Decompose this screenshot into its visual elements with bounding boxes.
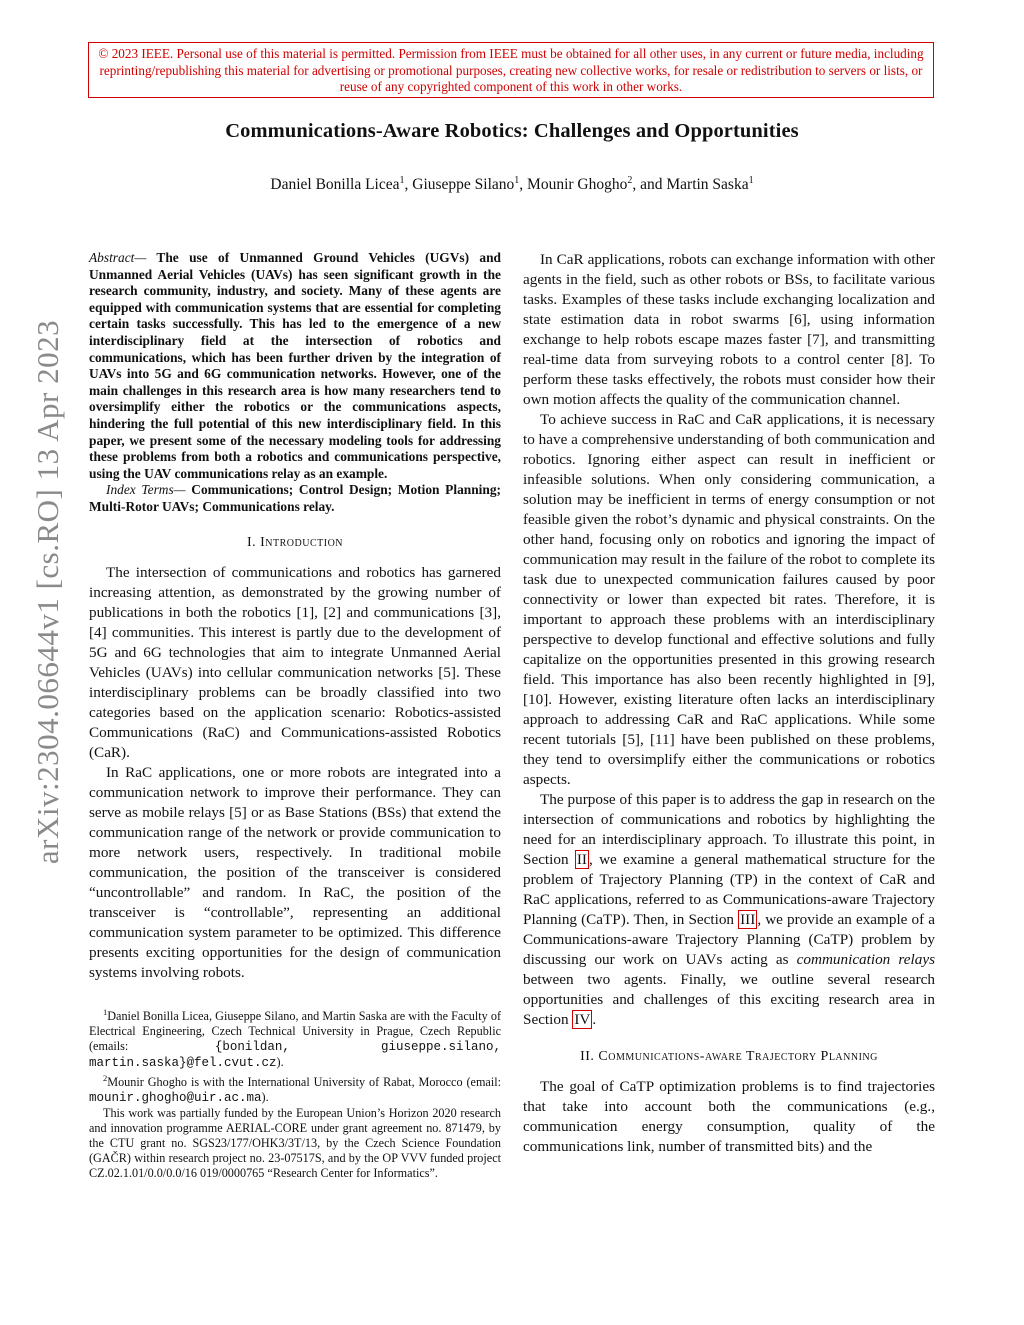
- footnote-1: [89, 1005, 501, 1071]
- footnote-text: ).: [276, 1054, 284, 1069]
- footnote-mark: 1: [103, 1006, 108, 1017]
- paragraph: In CaR applications, robots can exchange information with other agents in the field, such as other robots or BSs, to facilitate various tasks. Examples of these tasks include exchanging localization and state estimation data in robot swarms [6], using information exchange to help robots escape mazes faster [7], and transmitting real-time data from surveying robots to a control center [8]. To perform these tasks effectively, the robots must consider how their own motion affects the quality of the communication channel.: [523, 251, 935, 408]
- paragraph: To achieve success in RaC and CaR applications, it is necessary to have a comprehensive understanding of both communication and robotics. Ignoring either aspect can result in inefficient or infeasible solutions. When only considering communication, a solution may be inefficient in terms of energy consumption or not feasible given the robot’s dynamic and physical constraints. On the other hand, focusing only on robotics and ignoring the impact of communication may result in the failure of the robot to complete its task due to unexpected communication failures caused by poor connectivity or lower than expected bit rates. Therefore, it is important to approach these problems with an interdisciplinary perspective to develop functional and effective solutions and fully capitalize on the opportunities presented in this growing research field. This importance has also been recently highlighted in [9], [10]. However, existing literature often lacks an interdisciplinary approach to addressing CaR and RaC applications. While some recent tutorials [5], [11] have been published on these problems, they tend to oversimplify either the communications or robotics aspects.: [523, 411, 935, 788]
- footnote-2: [89, 1071, 501, 1106]
- footnote-mark: 2: [103, 1072, 108, 1083]
- index-terms: [89, 482, 501, 515]
- affiliation-mark: 1: [514, 175, 520, 186]
- footnote-text: Daniel Bonilla Licea, Giuseppe Silano, and Martin Saska are with the Faculty of Electrical Engineering, Czech Technical University in Prague, Czech Republic (emails:: [89, 1008, 501, 1053]
- email-address: mounir.ghogho@uir.ac.ma: [89, 1090, 262, 1105]
- author-name: Mounir Ghogho: [527, 176, 628, 194]
- abstract-text: The use of Unmanned Ground Vehicles (UGVs) and Unmanned Aerial Vehicles (UAVs) has seen significant growth in the research community, industry, and society. Many of these agents are equipped with communication systems that are essential for completing certain tasks successfully. This has led to the emergence of a new interdisciplinary field at the intersection of robotics and communications, which has been further driven by the integration of UAVs into 5G and 6G communication networks. However, one of the main challenges in this research area is how many researchers tend to oversimplify either the robotics or the communications aspects, hindering the full potential of this new interdisciplinary field. In this paper, we present some of the necessary modeling tools for addressing these problems from both a robotics and communications perspective, using the UAV communications relay as an example.: [89, 250, 501, 481]
- author-separator: , and: [632, 176, 667, 194]
- paragraph: The intersection of communications and robotics has garnered increasing attention, as demonstrated by the growing number of publications in both the robotics [1], [2] and communications [3], [4] communities. This interest is partly due to the development of 5G and 6G technologies that aim to integrate Unmanned Aerial Vehicles (UAVs) into cellular communication networks [5]. These interdisciplinary problems can be broadly classified into two categories based on the application scenario: Robotics-assisted Communications (RaC) and Communications-assisted Robotics (CaR).: [89, 563, 501, 761]
- paragraph-text: .: [592, 1011, 597, 1028]
- footnote-text: Mounir Ghogho is with the International University of Rabat, Morocco (email:: [107, 1074, 501, 1089]
- author-separator: ,: [404, 176, 413, 194]
- footnotes: [89, 1005, 501, 1181]
- funding-note: This work was partially funded by the European Union’s Horizon 2020 research and innovation programme AERIAL-CORE under grant agreement no. 871479, by the CTU grant no. SGS23/177/OHK3/3T/13, by the Czech Science Foundation (GAČR) within research project no. 23-07517S, and by the OP VVV funded project CZ.02.1.01/0.0/0.0/16 019/0000765 “Research Center for Informatics”.: [89, 1105, 501, 1180]
- section-heading-introduction: I. Introduction: [246, 534, 344, 550]
- affiliation-mark: 2: [627, 175, 633, 186]
- arxiv-watermark: arXiv:2304.06644v1 [cs.RO] 13 Apr 2023: [30, 319, 65, 865]
- paragraph-text: , we provide an example of a Communications-aware Trajectory Planning (CaTP) problem by discussing our work on UAVs acting as: [523, 911, 935, 968]
- emphasis: communication relays: [796, 951, 935, 968]
- index-terms-text: Communications; Control Design; Motion Planning; Multi-Rotor UAVs; Communications relay.: [89, 482, 501, 514]
- author-list: [0, 175, 1024, 194]
- paragraph-text: , we examine a general mathematical structure for the problem of Trajectory Planning (TP) in the context of CaR and RaC applications, referred to as Communications-aware Trajectory Planning (CaTP). Then, in Section: [523, 851, 935, 928]
- section-heading-catp: II. Communications-aware Trajectory Planning: [580, 1049, 878, 1064]
- right-column: [523, 250, 935, 1157]
- paragraph-text: between two agents. Finally, we outline several research opportunities and challenges of this exciting research area in Section: [523, 971, 935, 1028]
- section-link-iii[interactable]: III: [740, 911, 756, 928]
- left-column: [89, 250, 501, 1181]
- email-address: {bonildan, giuseppe.silano, martin.saska}@fel.cvut.cz: [89, 1039, 501, 1070]
- copyright-notice: © 2023 IEEE. Personal use of this material is permitted. Permission from IEEE must be obtained for all other uses, in any current or future media, including reprinting/republishing this material for advertising or promotional purposes, creating new collective works, for resale or redistribution to servers or lists, or reuse of any copyrighted component of this work in other works.: [88, 42, 934, 98]
- author-name: Daniel Bonilla Licea: [270, 176, 400, 194]
- paper-title: Communications-Aware Robotics: Challenges and Opportunities: [225, 120, 799, 142]
- affiliation-mark: 1: [748, 175, 754, 186]
- index-terms-label: Index Terms—: [106, 482, 186, 498]
- section-link-ii[interactable]: II: [576, 851, 587, 868]
- author-name: Martin Saska: [666, 176, 749, 194]
- paragraph: The goal of CaTP optimization problems is to find trajectories that take into account both the communications (e.g., communication energy consumption, quality of the communications link, number of transmitted bits) and the: [523, 1078, 935, 1155]
- author-name: Giuseppe Silano: [412, 176, 515, 194]
- paragraph-text: The purpose of this paper is to address the gap in research on the intersection of communications and robotics by highlighting the need for an interdisciplinary approach. To illustrate this point, in Section: [523, 791, 935, 868]
- affiliation-mark: 1: [399, 175, 405, 186]
- abstract-label: Abstract—: [89, 250, 147, 265]
- paragraph: In RaC applications, one or more robots are integrated into a communication network to improve their performance. They can serve as mobile relays [5] or as Base Stations (BSs) that extend the communication range of the network or provide communication to more network users, respectively. In traditional mobile communication, the position of the transceiver is considered “uncontrollable” and random. In RaC, the position of the transceiver is “controllable”, representing an additional communication system parameter to be optimized. This difference presents exciting opportunities for the design of communication systems involving robots.: [89, 763, 501, 981]
- author-separator: ,: [519, 176, 528, 194]
- section-link-iv[interactable]: IV: [574, 1011, 591, 1028]
- footnote-text: ).: [261, 1089, 269, 1104]
- paragraph: [523, 790, 935, 1030]
- abstract: [89, 250, 501, 482]
